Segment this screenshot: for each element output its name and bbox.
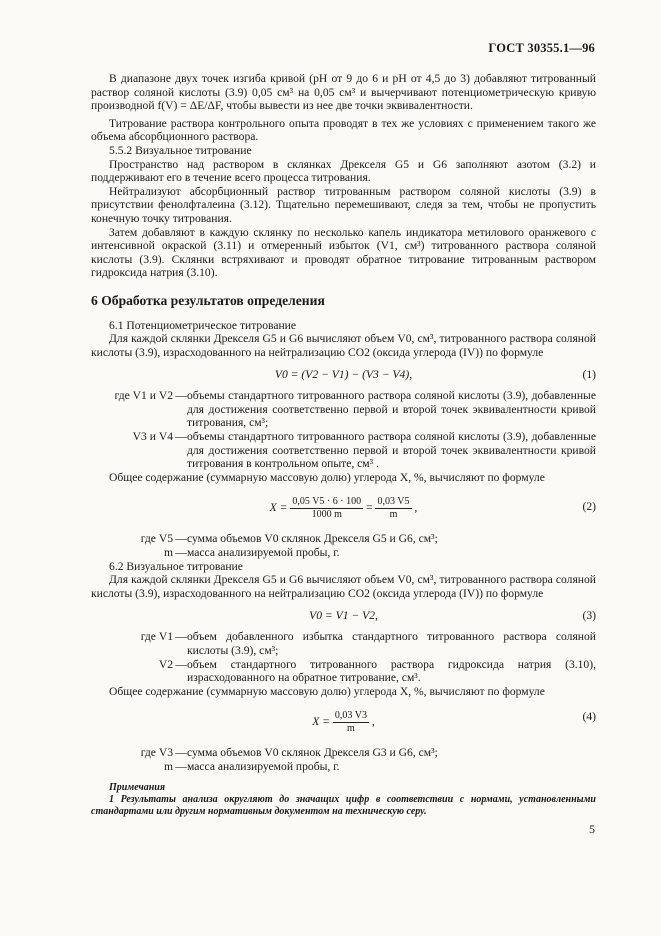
definition-dash: —: [175, 430, 187, 444]
paragraph: Пространство над раствором в склянках Дрекселя G5 и G6 заполняют азотом (3.2) и поддерживают его в течение всего процесса титрования.: [91, 157, 596, 185]
formula-lhs: X =: [269, 501, 288, 515]
definition-list: [91, 532, 596, 559]
document-body: [91, 72, 596, 819]
fraction-numerator: 0,05 V5 · 6 · 100: [292, 496, 362, 508]
paragraph: Общее содержание (суммарную массовую долю) углерода X, %, вычисляют по формуле: [109, 470, 545, 484]
definition-term: где V1 и V2: [114, 389, 173, 403]
definition-dash: —: [175, 546, 187, 560]
definition-term: m: [163, 546, 173, 560]
formula-number: (4): [582, 710, 596, 724]
formula-expression: V0 = (V2 − V1) − (V3 − V4),: [274, 368, 413, 382]
formula-number: (1): [582, 368, 596, 382]
fraction-numerator: 0,03 V5: [377, 496, 410, 508]
formula-equals: =: [366, 501, 373, 515]
subsection-heading: 6.1 Потенциометрическое титрование: [109, 318, 297, 332]
page-number: 5: [589, 822, 595, 836]
definition-text: объем стандартного титрованного раствора гидроксида натрия (3.10), израсходованного на обратное титрование, см³.: [187, 657, 596, 685]
definition-text: сумма объемов V0 склянок Дрекселя G3 и G6, см³;: [187, 746, 438, 760]
fraction-numerator: 0,03 V3: [334, 710, 367, 722]
definition-text: масса анализируемой пробы, г.: [187, 759, 340, 773]
formula-1: [91, 365, 596, 387]
formula-4: X = $\frac{0,03 V3}{m}$ , (4): [312, 710, 596, 735]
definition-dash: —: [175, 759, 187, 773]
definition-term: где V5: [140, 532, 173, 546]
definition-term: V3 и V4: [132, 430, 173, 444]
formula-2: X = $\frac{0,05 V5 \cdot 6 \cdot 100}{1000 m}$ = $\frac{0,03 V5}{m}$ , (2): [269, 496, 596, 521]
formula-lhs: X =: [312, 715, 331, 729]
formula-3: [91, 606, 596, 628]
definition-text: объем добавленного избытка стандартного титрованного раствора соляной кислоты (3.9), см³;: [187, 630, 596, 657]
definition-list: [91, 630, 596, 684]
notes-title: Примечания: [109, 781, 166, 793]
fraction-denominator: m: [389, 509, 398, 521]
paragraph: В диапазоне двух точек изгиба кривой (pH от 9 до 6 и pH от 4,5 до 3) добавляют титрованный раствор соляной кислоты (3.9) 0,05 см³ на 0,05 см³ и вычерчивают потенциометрическую кривую производной f(V) = ΔE/ΔF, чтобы вывести из нее две точки эквивалентности.: [91, 72, 596, 113]
fraction: [333, 710, 369, 735]
definition-dash: —: [175, 389, 187, 403]
definition-dash: —: [175, 657, 187, 671]
fraction-denominator: m: [347, 723, 355, 735]
definition-dash: —: [175, 532, 187, 546]
definition-term: где V1: [140, 630, 173, 644]
definition-text: сумма объемов V0 склянок Дрекселя G5 и G6, см³;: [187, 532, 438, 546]
fraction: [290, 496, 363, 521]
definition-term: m: [163, 759, 173, 773]
paragraph: Нейтрализуют абсорбционный раствор титрованным раствором соляной кислоты (3.9) в присутствии фенолфталеина (3.12). Тщательно перемешивают, следя за тем, чтобы не пропустить конечную точку титрования.: [91, 184, 596, 225]
paragraph: Для каждой склянки Дрекселя G5 и G6 вычисляют объем V0, см³, титрованного раствора соляной кислоты (3.9), израсходованного на нейтрализацию CO2 (оксида углерода (IV)) по формуле: [91, 332, 596, 359]
document-header: ГОСТ 30355.1—96: [488, 41, 595, 55]
definition-text: объемы стандартного титрованного раствора соляной кислоты (3.9), добавленные для достижения соответственно первой и второй точек эквивалентности кривой титрования в контрольном опыте, см³ .: [187, 430, 596, 471]
paragraph: Общее содержание (суммарную массовую долю) углерода X, %, вычисляют по формуле: [109, 684, 545, 698]
subsection-heading: 6.2 Визуальное титрование: [109, 559, 243, 573]
note-item: 1 Результаты анализа округляют до значащих цифр в соответствии с нормами, установленными стандартами или другим нормативным документом на техническую серу.: [91, 793, 596, 818]
definition-dash: —: [175, 746, 187, 760]
paragraph: Титрование раствора контрольного опыта проводят в тех же условиях с применением такого же объема абсорбционного раствора.: [91, 116, 596, 144]
paragraph: Затем добавляют в каждую склянку по несколько капель индикатора метилового оранжевого с интенсивной окраской (3.11) и отмеренный избыток (V1, см³) титрованного раствора соляной кислоты (3.9). Склянки встряхивают и проводят обратное титрование титрованным раствором гидроксида натрия (3.10).: [91, 225, 596, 280]
definition-list: [91, 746, 596, 773]
formula-expression: V0 = V1 − V2,: [309, 609, 378, 623]
formula-number: (3): [582, 609, 596, 623]
fraction: [375, 496, 411, 521]
definition-term: где V3: [140, 746, 173, 760]
paragraph: Для каждой склянки Дрекселя G5 и G6 вычисляют объем V0, см³, титрованного раствора соляной кислоты (3.9), израсходованного на нейтрализацию CO2 (оксида углерода (IV)) по формуле: [91, 573, 596, 600]
definition-dash: —: [175, 630, 187, 644]
definition-term: V2: [158, 657, 173, 671]
section-heading: 6 Обработка результатов определения: [91, 292, 325, 308]
subsection-heading: 5.5.2 Визуальное титрование: [109, 143, 252, 157]
definition-list: [91, 389, 596, 471]
definition-text: объемы стандартного титрованного раствора соляной кислоты (3.9), добавленные для достижения соответственно первой и второй точек эквивалентности кривой титрования, см³;: [187, 389, 596, 430]
definition-text: масса анализируемой пробы, г.: [187, 546, 340, 560]
formula-number: (2): [582, 500, 596, 514]
notes-block: [91, 782, 596, 819]
fraction-denominator: 1000 m: [311, 509, 342, 521]
